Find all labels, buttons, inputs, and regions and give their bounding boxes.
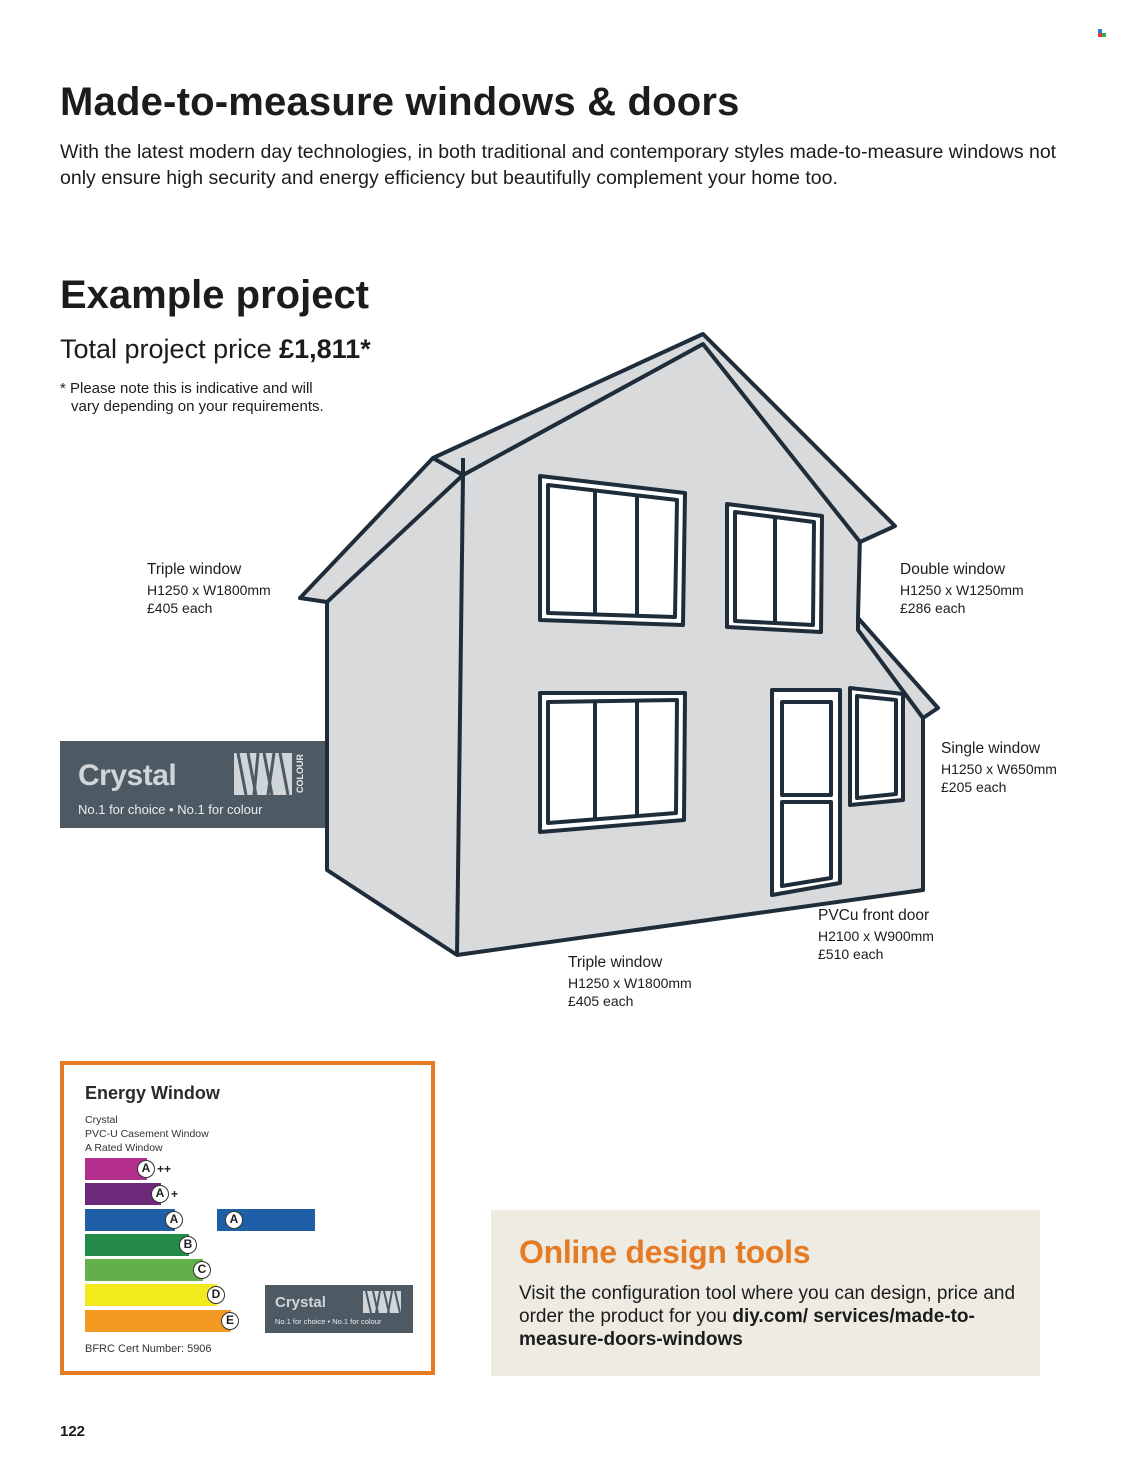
energy-label <box>60 1061 435 1375</box>
energy-title: Energy Window <box>85 1083 220 1103</box>
online-tools-link[interactable]: diy.com/ services/made-to-measure-doors-windows <box>519 1306 975 1350</box>
crystal-tagline: No.1 for choice • No.1 for colour <box>78 802 263 817</box>
page-number: 122 <box>60 1423 86 1440</box>
callout-size: H1250 x W1800mm <box>568 975 692 991</box>
intro-text: With the latest modern day technologies, in both traditional and contemporary styles made-to-measure windows not only ensure high security and energy efficiency but beautifully complement your home too. <box>60 141 1057 189</box>
callout-title: Triple window <box>147 561 242 578</box>
energy-grade-chip: C <box>193 1261 211 1279</box>
crystal-banner <box>60 741 325 828</box>
callout-price: £405 each <box>147 600 213 616</box>
mini-crystal-logo <box>265 1285 413 1333</box>
price-label: Total project price <box>60 334 280 364</box>
energy-grade-chip: A <box>151 1185 169 1203</box>
energy-subtitle <box>85 1113 209 1155</box>
energy-scale-bar <box>85 1259 203 1281</box>
energy-line-2: PVC-U Casement Window <box>85 1128 209 1140</box>
price-value: £1,811* <box>279 334 371 364</box>
energy-scale-bar <box>85 1310 231 1332</box>
crystal-stripes-icon <box>234 753 292 795</box>
energy-line-3: A Rated Window <box>85 1142 163 1154</box>
rating-chip: A <box>225 1211 243 1229</box>
callout-triple-left <box>147 559 271 617</box>
callout-triple-bottom <box>568 952 692 1010</box>
energy-grade-chip: E <box>221 1312 239 1330</box>
energy-grade-chip: A <box>165 1211 183 1229</box>
callout-title: Double window <box>900 561 1006 578</box>
corner-mark <box>1098 29 1106 37</box>
callout-size: H1250 x W1250mm <box>900 582 1024 598</box>
energy-line-1: Crystal <box>85 1114 118 1126</box>
mini-logo-text: Crystal <box>275 1294 326 1311</box>
callout-title: Single window <box>941 740 1041 757</box>
online-tools-body <box>519 1282 1029 1351</box>
callout-size: H2100 x W900mm <box>818 928 934 944</box>
energy-grade-chip: B <box>179 1236 197 1254</box>
note-line-2: vary depending on your requirements. <box>71 398 324 415</box>
mini-tagline: No.1 for choice • No.1 for colour <box>275 1317 382 1326</box>
callout-door <box>818 905 934 963</box>
colour-word <box>293 753 307 795</box>
mini-stripes-icon <box>363 1291 401 1313</box>
callout-price: £286 each <box>900 600 966 616</box>
bfrc-cert: BFRC Cert Number: 5906 <box>85 1343 212 1355</box>
callout-price: £405 each <box>568 993 634 1009</box>
energy-grade-chip: A <box>137 1160 155 1178</box>
callout-double <box>900 559 1024 617</box>
online-tools-title: Online design tools <box>519 1234 811 1270</box>
lower-triple-window <box>540 693 685 832</box>
energy-scale-bar <box>85 1209 175 1231</box>
callout-title: PVCu front door <box>818 907 930 924</box>
crystal-logo: Crystal <box>78 759 177 792</box>
example-title: Example project <box>60 273 370 317</box>
callout-size: H1250 x W1800mm <box>147 582 271 598</box>
energy-scale-bar <box>85 1284 217 1306</box>
callout-size: H1250 x W650mm <box>941 761 1057 777</box>
note-line-1: * Please note this is indicative and will <box>60 380 313 397</box>
energy-scale-bar <box>85 1183 161 1205</box>
callout-single <box>941 738 1057 796</box>
callout-title: Triple window <box>568 954 663 971</box>
energy-grade-suffix: + <box>171 1187 179 1202</box>
callout-price: £510 each <box>818 946 884 962</box>
energy-grade-chip: D <box>207 1286 225 1304</box>
online-tools-panel <box>491 1210 1040 1376</box>
house-illustration <box>295 330 945 965</box>
energy-grade-suffix: ++ <box>157 1162 172 1176</box>
callout-price: £205 each <box>941 779 1007 795</box>
online-tools-text: Visit the configuration tool where you can design, price and order the product for you <box>519 1283 1016 1327</box>
svg-text:COLOUR: COLOUR <box>295 754 305 793</box>
page-title: Made-to-measure windows & doors <box>60 80 740 124</box>
energy-scale-bar <box>85 1234 189 1256</box>
